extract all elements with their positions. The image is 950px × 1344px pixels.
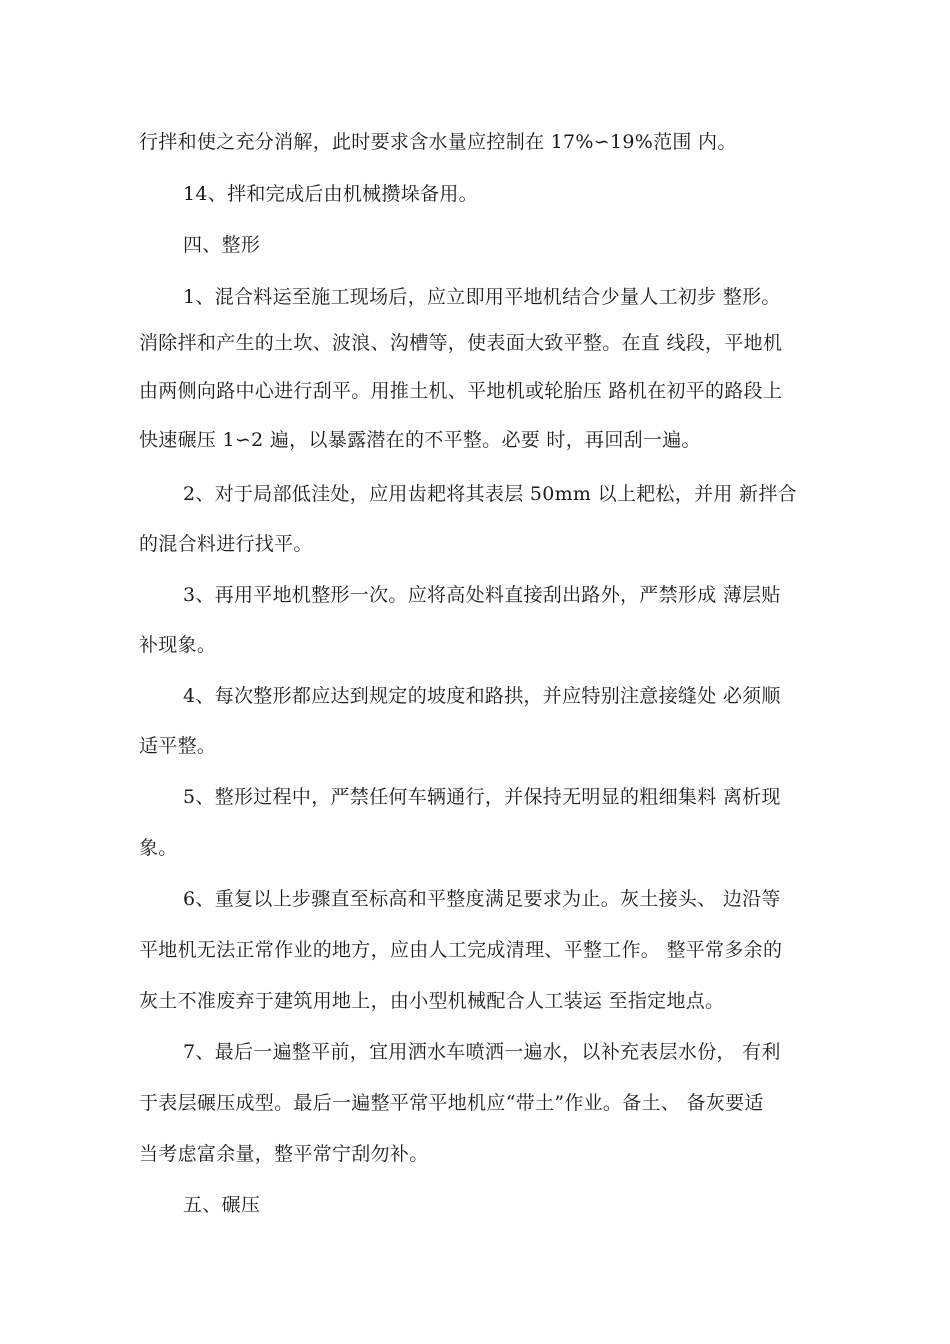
text-line: 快速碾压 1∽2 遍，以暴露潜在的不平整。必要 时，再回刮一遍。 [139,429,701,451]
section-heading: 四、整形 [183,234,261,256]
text-line: 由两侧向路中心进行刮平。用推土机、平地机或轮胎压 路机在初平的路段上 [139,380,783,402]
text-line: 行拌和使之充分消解，此时要求含水量应控制在 17%∽19%范围 内。 [139,131,737,153]
text-line: 2、对于局部低洼处，应用齿耙将其表层 50mm 以上耙松，并用 新拌合 [183,483,797,505]
text-line: 4、每次整形都应达到规定的坡度和路拱，并应特别注意接缝处 必须顺 [183,685,781,707]
text-line: 6、重复以上步骤直至标高和平整度满足要求为止。灰土接头、 边沿等 [183,888,781,910]
text-line: 灰土不准废弃于建筑用地上，由小型机械配合人工装运 至指定地点。 [139,990,725,1012]
text-line: 适平整。 [139,735,217,757]
text-line: 7、最后一遍整平前，宜用洒水车喷洒一遍水，以补充表层水份， 有利 [183,1041,781,1063]
section-heading: 五、碾压 [183,1194,261,1216]
text-line: 补现象。 [139,634,217,656]
text-line: 当考虑富余量，整平常宁刮勿补。 [139,1143,429,1165]
text-line: 于表层碾压成型。最后一遍整平常平地机应“带土”作业。备土、 备灰要适 [139,1092,764,1114]
text-line: 14、拌和完成后由机械攒垛备用。 [183,183,478,205]
text-line: 1、混合料运至施工现场后，应立即用平地机结合少量人工初步 整形。 [183,286,781,308]
text-line: 的混合料进行找平。 [139,533,313,555]
text-line: 5、整形过程中，严禁任何车辆通行，并保持无明显的粗细集料 离析现 [183,786,781,808]
text-line: 平地机无法正常作业的地方，应由人工完成清理、平整工作。 整平常多余的 [139,939,783,961]
text-line: 3、再用平地机整形一次。应将高处料直接刮出路外，严禁形成 薄层贴 [183,584,781,606]
text-line: 象。 [139,837,178,859]
text-line: 消除拌和产生的土坎、波浪、沟槽等，使表面大致平整。在直 线段，平地机 [139,332,783,354]
